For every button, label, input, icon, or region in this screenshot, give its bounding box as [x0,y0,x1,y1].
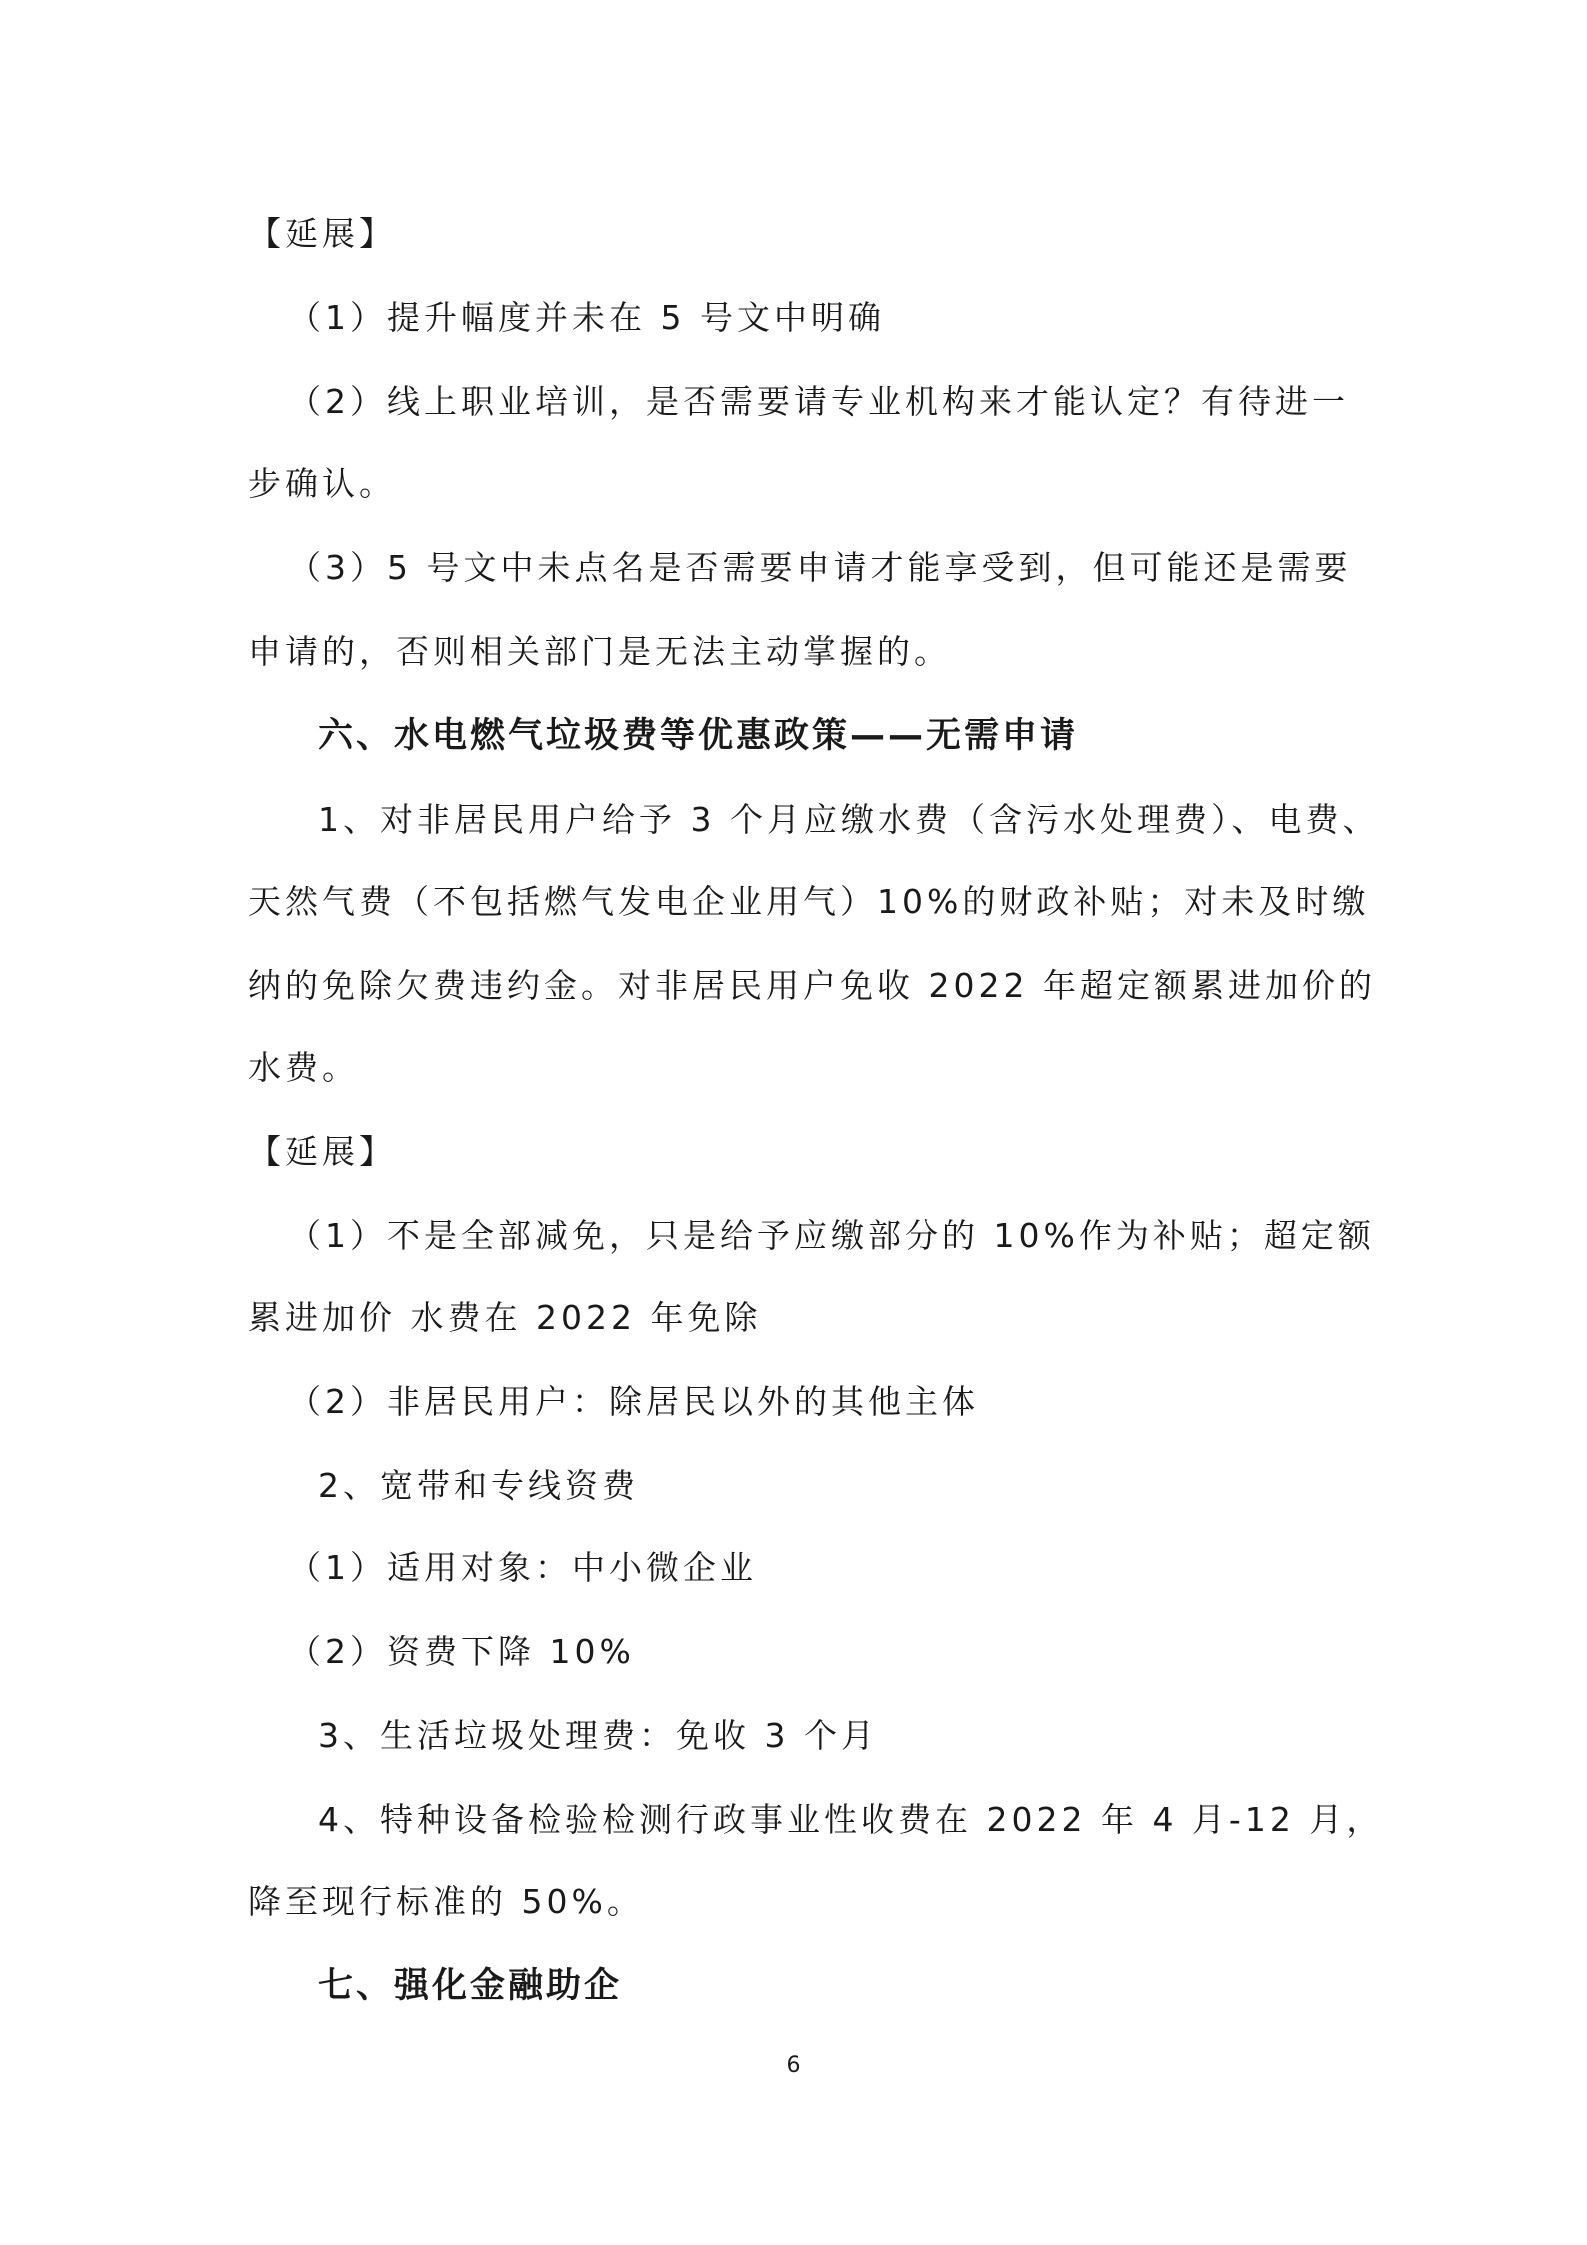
paragraph-1-line-3: 纳的免除欠费违约金。对非居民用户免收 2022 年超定额累进加价的 [248,966,1376,1005]
subsection-4-line-1: 4、特种设备检验检测行政事业性收费在 2022 年 4 月-12 月， [318,1800,1384,1839]
subsection-3: 3、生活垃圾处理费：免收 3 个月 [318,1716,878,1755]
subsection-2-item-1: （1）适用对象：中小微企业 [288,1548,757,1587]
section-heading-7: 七、强化金融助企 [318,1966,623,2006]
extension-item-1: （1）提升幅度并未在 5 号文中明确 [288,298,885,337]
extension-item-3: （3）5 号文中未点名是否需要申请才能享受到，但可能还是需要 [288,548,1352,587]
extension-label-1: 【延展】 [248,214,396,253]
page-number: 6 [786,2053,801,2078]
subsection-4-line-2: 降至现行标准的 50%。 [248,1882,644,1921]
extension-2-item-2: （2）非居民用户：除居民以外的其他主体 [288,1382,979,1421]
paragraph-1-line-2: 天然气费（不包括燃气发电企业用气）10%的财政补贴；对未及时缴 [248,882,1370,921]
paragraph-1-line-4: 水费。 [248,1048,359,1087]
extension-item-2: （2）线上职业培训，是否需要请专业机构来才能认定？有待进一 [288,382,1349,421]
extension-2-item-1-cont: 累进加价 水费在 2022 年免除 [248,1298,762,1337]
subsection-2: 2、宽带和专线资费 [318,1466,639,1505]
subsection-2-item-2: （2）资费下降 10% [288,1632,635,1671]
extension-label-2: 【延展】 [248,1132,396,1171]
paragraph-1-line-1: 1、对非居民用户给予 3 个月应缴水费（含污水处理费）、电费、 [318,800,1380,839]
section-heading-6: 六、水电燃气垃圾费等优惠政策——无需申请 [318,716,1079,756]
extension-item-2-cont: 步确认。 [248,464,396,503]
extension-2-item-1: （1）不是全部减免，只是给予应缴部分的 10%作为补贴；超定额 [288,1216,1375,1255]
extension-item-3-cont: 申请的，否则相关部门是无法主动掌握的。 [248,632,951,671]
